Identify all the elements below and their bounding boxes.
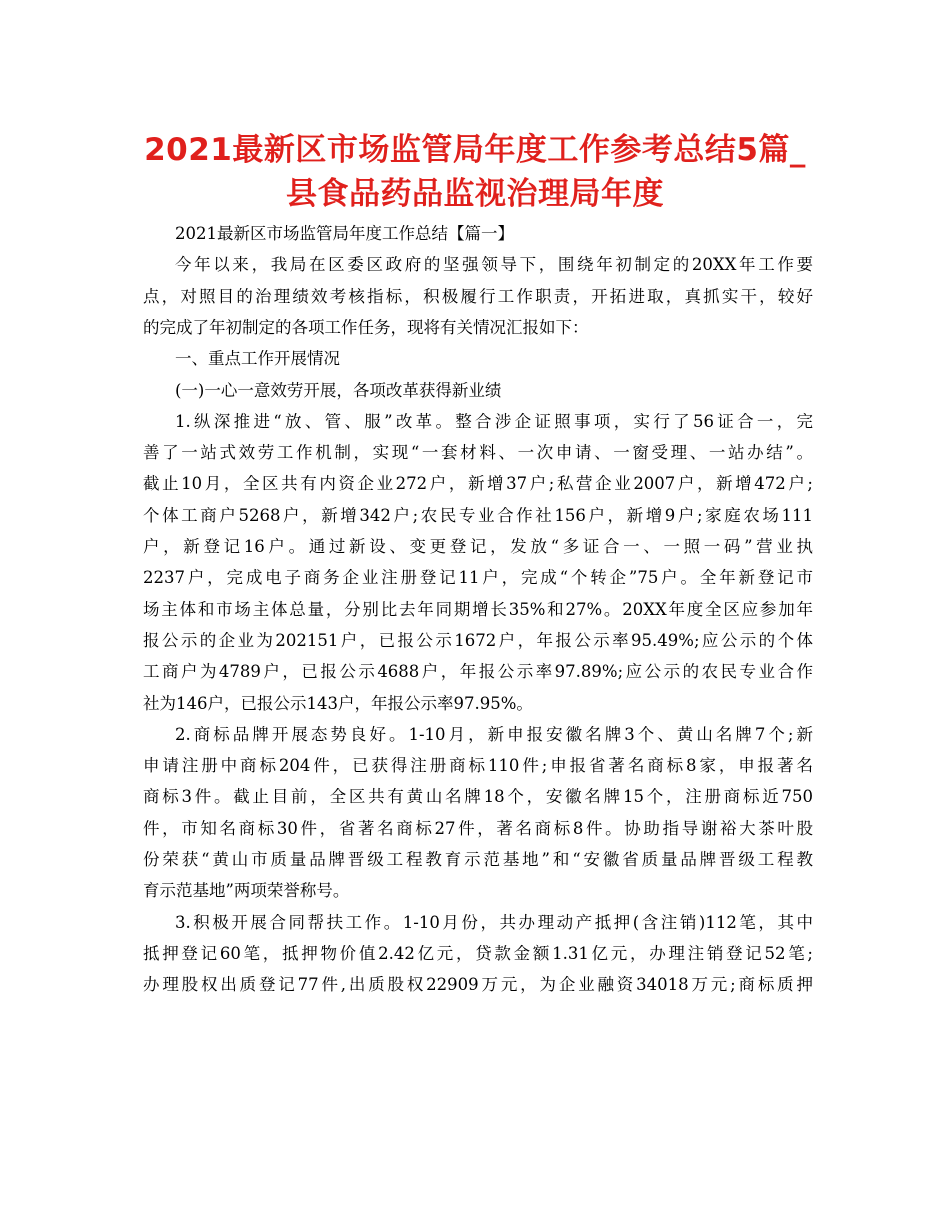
body-text-line: 的完成了年初制定的各项工作任务，现将有关情况汇报如下：: [143, 317, 589, 337]
body-text-line: 报公示的企业为202151户，已报公示1672户，年报公示率95.49%;应公示的个体: [143, 630, 813, 650]
body-text-line: 户，新登记16户。通过新设、变更登记，发放“多证合一、一照一码”营业执: [143, 537, 813, 556]
body-text-line: 2021最新区市场监管局年度工作总结【篇一】: [175, 224, 514, 243]
body-text-line: 点，对照目的治理绩效考核指标，积极履行工作职责，开拓进取，真抓实干，较好: [143, 286, 813, 306]
document-title-line-1: 2021最新区市场监管局年度工作参考总结5篇_: [144, 132, 806, 168]
body-text-line: 申请注册中商标204件，已获得注册商标110件;申报省著名商标8家，申报著名: [143, 756, 813, 776]
body-text-line: 抵押登记60笔，抵押物价值2.42亿元，贷款金额1.31亿元，办理注销登记52笔;: [143, 943, 813, 963]
body-text-line: (一)一心一意效劳开展，各项改革获得新业绩: [175, 380, 502, 400]
body-text-line: 2237户，完成电子商务企业注册登记11户，完成“个转企”75户。全年新登记市: [143, 568, 813, 588]
body-text-line: 3.积极开展合同帮扶工作。1-10月份，共办理动产抵押(含注销)112笔，其中: [175, 912, 813, 932]
body-text-line: 办理股权出质登记77件,出质股权22909万元，为企业融资34018万元;商标质押: [143, 975, 813, 995]
body-text-line: 截止10月，全区共有内资企业272户，新增37户;私营企业2007户，新增472户;: [143, 474, 813, 494]
body-text-line: 场主体和市场主体总量，分别比去年同期增长35%和27%。20XX年度全区应参加年: [143, 599, 813, 619]
body-text-line: 社为146户，已报公示143户，年报公示率97.95%。: [143, 693, 533, 713]
body-text-line: 一、重点工作开展情况: [175, 349, 340, 369]
body-text-line: 今年以来，我局在区委区政府的坚强领导下，围绕年初制定的20XX年工作要: [175, 255, 813, 275]
body-text-line: 2.商标品牌开展态势良好。1-10月，新申报安徽名牌3个、黄山名牌7个;新: [175, 724, 813, 744]
document-title-line-2: 县食品药品监视治理局年度: [286, 176, 664, 212]
body-text-line: 工商户为4789户，已报公示4688户，年报公示率97.89%;应公示的农民专业合作: [143, 662, 813, 682]
body-text-line: 份荣获“黄山市质量品牌晋级工程教育示范基地”和“安徽省质量品牌晋级工程教: [143, 850, 813, 869]
body-text-line: 商标3件。截止目前，全区共有黄山名牌18个，安徽名牌15个，注册商标近750: [143, 787, 813, 807]
body-text-line: 善了一站式效劳工作机制，实现“一套材料、一次申请、一窗受理、一站办结”。: [143, 443, 813, 463]
body-text-line: 育示范基地”两项荣誉称号。: [143, 881, 350, 901]
body-text-line: 个体工商户5268户，新增342户;农民专业合作社156户，新增9户;家庭农场111: [143, 505, 813, 525]
body-text-line: 1.纵深推进“放、管、服”改革。整合涉企证照事项，实行了56证合一，完: [175, 411, 813, 431]
body-text-line: 件，市知名商标30件，省著名商标27件，著名商标8件。协助指导谢裕大茶叶股: [143, 818, 813, 838]
